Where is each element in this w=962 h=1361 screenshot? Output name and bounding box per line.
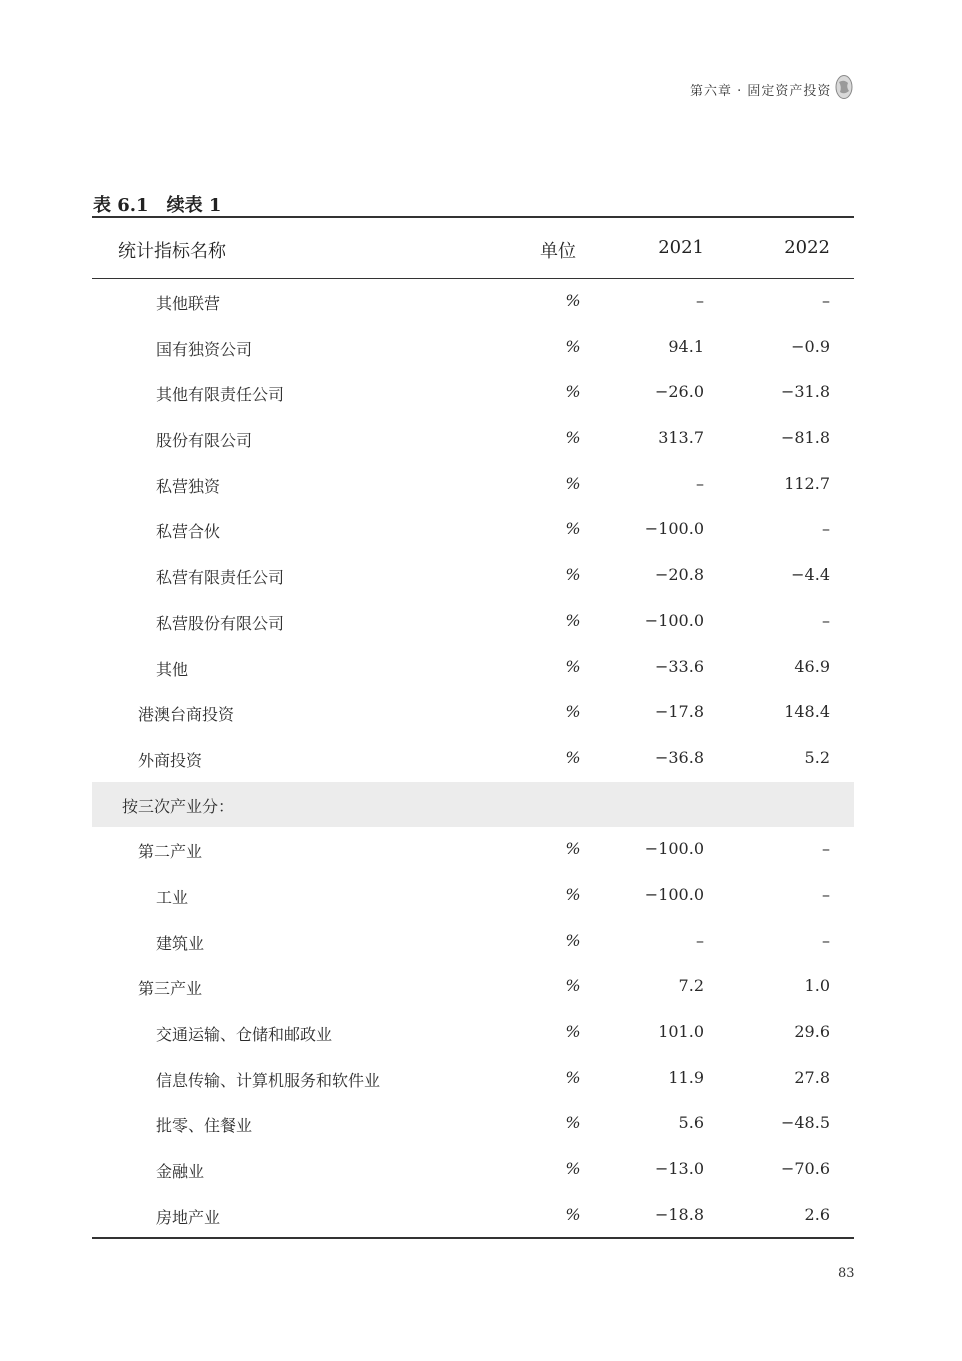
row-label: 港澳台商投资 (138, 705, 235, 725)
row-unit: % (565, 519, 581, 539)
row-unit: % (565, 1113, 581, 1133)
table-number: 表 6.1 (93, 195, 149, 216)
row-value-2021: 5.6 (678, 1113, 704, 1133)
row-unit: % (565, 473, 581, 493)
row-value-2021: 7.2 (678, 976, 704, 996)
row-label: 股份有限公司 (156, 431, 253, 451)
row-unit: % (565, 930, 581, 950)
table-row (92, 827, 854, 873)
table-body (92, 279, 854, 1238)
row-unit: % (565, 884, 581, 904)
chapter-title: 第六章 · 固定资产投资 (690, 83, 832, 99)
table-row (92, 919, 854, 965)
row-value-2021: −18.8 (654, 1204, 704, 1224)
table-row (92, 599, 854, 645)
globe-emblem-icon (835, 74, 853, 104)
row-label: 房地产业 (156, 1207, 221, 1227)
row-label: 私营独资 (156, 476, 221, 496)
table-row (92, 370, 854, 416)
table-row (92, 462, 854, 508)
table-row (92, 873, 854, 919)
row-unit: % (565, 976, 581, 996)
row-label: 其他联营 (156, 294, 221, 313)
table-row (92, 1147, 854, 1193)
row-unit: % (565, 1204, 581, 1224)
table-bottom-rule (92, 1237, 854, 1239)
row-value-2021: −100.0 (644, 519, 704, 539)
row-value-2021: 313.7 (658, 428, 704, 448)
row-value-2021: 94.1 (668, 336, 704, 356)
page-number: 83 (838, 1266, 855, 1281)
table-row (92, 645, 854, 691)
row-unit: % (565, 702, 581, 722)
row-value-2022: – (822, 930, 830, 950)
row-value-2022: 29.6 (794, 1022, 830, 1041)
column-header-unit: 单位 (540, 241, 576, 262)
row-label: 外商投资 (138, 750, 203, 770)
table-row (92, 553, 854, 599)
row-value-2021: −36.8 (654, 747, 704, 767)
row-value-2022: – (822, 519, 830, 539)
column-header-name: 统计指标名称 (118, 241, 226, 262)
row-value-2021: 11.9 (668, 1067, 704, 1087)
column-header-2021: 2021 (658, 237, 704, 258)
table-row (92, 736, 854, 782)
row-label: 信息传输、计算机服务和软件业 (156, 1070, 381, 1090)
row-value-2022: – (822, 610, 830, 630)
row-label: 按三次产业分： (122, 796, 235, 816)
row-unit: % (565, 291, 581, 310)
row-unit: % (565, 656, 581, 676)
row-unit: % (565, 382, 581, 402)
row-value-2021: −100.0 (644, 884, 704, 904)
row-value-2021: −100.0 (644, 839, 704, 859)
row-unit: % (565, 428, 581, 448)
row-value-2022: 46.9 (794, 656, 830, 676)
row-unit: % (565, 336, 581, 356)
row-value-2022: −4.4 (791, 565, 830, 585)
row-label: 批零、住餐业 (156, 1116, 253, 1136)
row-label: 金融业 (156, 1162, 205, 1182)
row-label: 其他有限责任公司 (156, 385, 285, 405)
table-row (92, 964, 854, 1010)
row-label: 交通运输、仓储和邮政业 (156, 1025, 333, 1044)
table-row (92, 507, 854, 553)
table-header-row (92, 217, 854, 278)
row-value-2022: −31.8 (780, 382, 830, 402)
row-unit: % (565, 1159, 581, 1179)
table-row (92, 1193, 854, 1239)
table-row (92, 325, 854, 371)
row-value-2021: −13.0 (654, 1159, 704, 1179)
table-caption (93, 191, 221, 217)
row-unit: % (565, 565, 581, 585)
row-value-2021: – (696, 930, 704, 950)
table-row (92, 1010, 854, 1056)
row-value-2021: – (696, 473, 704, 493)
row-label: 建筑业 (156, 933, 205, 953)
row-unit: % (565, 747, 581, 767)
row-value-2022: −48.5 (780, 1113, 830, 1133)
row-value-2021: −100.0 (644, 610, 704, 630)
table-row (92, 279, 854, 325)
row-value-2021: 101.0 (658, 1022, 704, 1041)
row-value-2021: −20.8 (654, 565, 704, 585)
row-value-2022: 5.2 (804, 747, 830, 767)
row-value-2022: – (822, 884, 830, 904)
row-value-2022: 27.8 (794, 1067, 830, 1087)
chapter-header (690, 78, 853, 100)
table-continued-label: 续表 1 (166, 195, 222, 216)
row-label: 私营股份有限公司 (156, 613, 285, 633)
row-unit: % (565, 839, 581, 859)
row-value-2022: −0.9 (791, 336, 830, 356)
row-label: 第二产业 (138, 842, 203, 862)
table-row (92, 1056, 854, 1102)
row-label: 私营合伙 (156, 522, 221, 542)
table-row (92, 416, 854, 462)
section-row (92, 782, 854, 828)
row-value-2022: – (822, 839, 830, 859)
row-unit: % (565, 1067, 581, 1087)
row-value-2021: – (696, 291, 704, 310)
row-unit: % (565, 1022, 581, 1041)
row-label: 其他 (156, 659, 189, 679)
row-value-2022: 148.4 (784, 702, 830, 722)
row-label: 第三产业 (138, 979, 203, 999)
row-label: 国有独资公司 (156, 339, 253, 359)
row-value-2022: – (822, 291, 830, 310)
row-unit: % (565, 610, 581, 630)
row-value-2021: −33.6 (654, 656, 704, 676)
row-value-2021: −26.0 (654, 382, 704, 402)
table-row (92, 690, 854, 736)
row-value-2022: 2.6 (804, 1204, 830, 1224)
row-label: 私营有限责任公司 (156, 568, 285, 588)
row-value-2022: −81.8 (780, 428, 830, 448)
column-header-2022: 2022 (784, 237, 830, 258)
table-row (92, 1101, 854, 1147)
row-value-2022: −70.6 (780, 1159, 830, 1179)
row-value-2022: 112.7 (784, 473, 830, 493)
row-value-2021: −17.8 (654, 702, 704, 722)
row-value-2022: 1.0 (804, 976, 830, 996)
row-label: 工业 (156, 887, 189, 907)
